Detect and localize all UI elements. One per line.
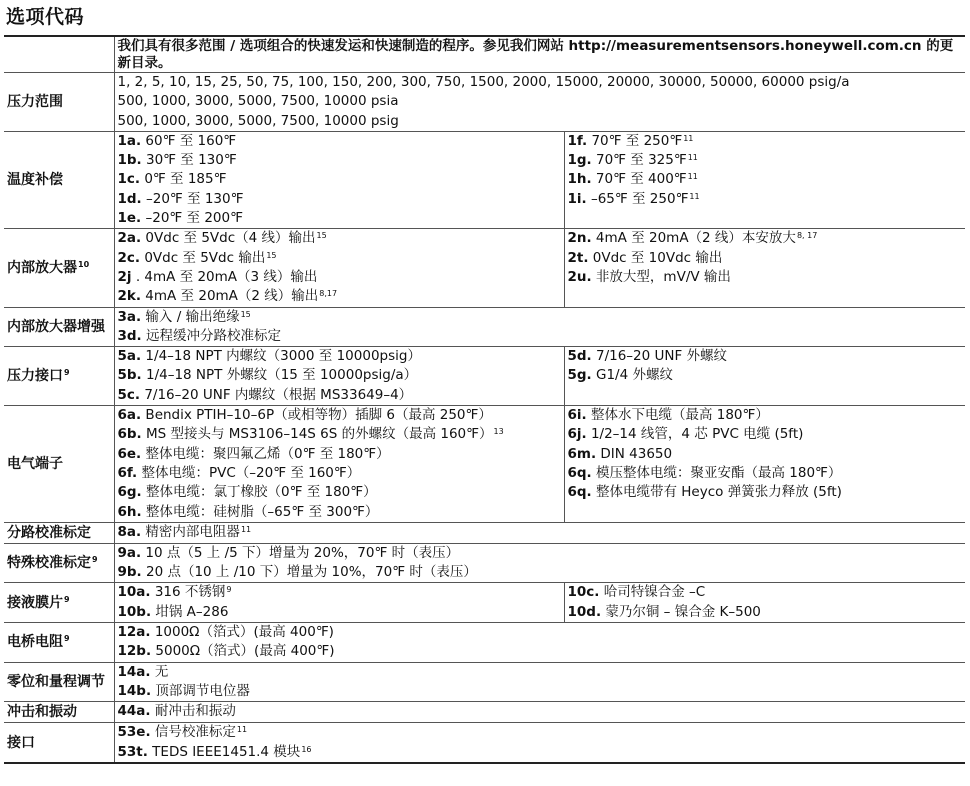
option-item [118, 308, 963, 327]
footnote-ref: 15 [240, 309, 251, 319]
option-code: 6q. [567, 484, 592, 501]
option-item [568, 464, 963, 483]
option-item [568, 347, 963, 366]
option-code: 53t. [117, 743, 148, 760]
option-code: 5a. [117, 348, 142, 365]
option-code: 6m. [567, 445, 597, 462]
option-text: 无 [150, 663, 169, 680]
row-label-text: 压力接口 [7, 368, 63, 385]
option-text: 70℉ 至 325℉ [591, 152, 687, 169]
option-column-1 [114, 522, 965, 543]
option-code: 6a. [117, 407, 142, 424]
option-item [568, 425, 963, 444]
option-column-1 [114, 723, 965, 763]
footnote-ref: 9 [64, 634, 70, 644]
pressure-range-row [4, 73, 965, 132]
option-item [118, 623, 963, 642]
footnote-ref: 11 [236, 725, 248, 735]
option-item [118, 170, 561, 189]
option-item [118, 190, 561, 209]
option-item [568, 132, 963, 151]
option-item [118, 425, 561, 444]
option-item [118, 702, 963, 721]
option-code: 1c. [117, 171, 141, 188]
amplifier-row [4, 229, 965, 307]
option-text: 20 点（10 上 /10 下）增量为 10%，70℉ 时（表压） [141, 564, 477, 581]
footnote-ref: 13 [493, 427, 504, 437]
option-code: 1a. [117, 132, 142, 149]
option-item [118, 642, 963, 661]
pressure-range-line: 500, 1000, 3000, 5000, 7500, 10000 psia [117, 93, 399, 110]
footnote-ref: 8,17 [319, 289, 338, 299]
option-item [568, 249, 963, 268]
option-text: 哈司特镍合金 –C [599, 584, 706, 601]
option-item [118, 347, 561, 366]
option-text: 30℉ 至 130℉ [141, 152, 237, 169]
temp-comp-row [4, 131, 965, 228]
option-column-1 [114, 543, 965, 583]
option-text: 0℉ 至 185℉ [140, 171, 227, 188]
option-item [568, 190, 963, 209]
option-item [118, 366, 561, 385]
option-text: 1/4–18 NPT 内螺纹（3000 至 10000psig） [141, 348, 421, 365]
option-item [118, 132, 561, 151]
option-item [118, 268, 561, 287]
option-text: 顶部调节电位器 [151, 682, 250, 699]
zero-span-row [4, 662, 965, 702]
option-item [118, 723, 963, 742]
row-label: 温度补偿 [4, 131, 114, 228]
row-label: 电气端子 [4, 406, 114, 523]
row-label-text: 特殊校准标定 [7, 555, 91, 572]
row-label: 冲击和振动 [4, 702, 114, 723]
option-item [568, 445, 963, 464]
row-label [4, 347, 114, 406]
option-code: 5c. [117, 386, 141, 403]
footnote-ref: 11 [687, 153, 698, 163]
option-text: 1/4–18 NPT 外螺纹（15 至 10000psig/a） [141, 367, 418, 384]
option-item [118, 464, 561, 483]
option-code: 9b. [117, 564, 142, 581]
option-text: 整体水下电缆（最高 180℉） [586, 407, 769, 424]
option-code: 14b. [117, 682, 152, 699]
option-code: 3d. [117, 327, 142, 344]
option-text: 10 点（5 上 /5 下）增量为 20%，70℉ 时（表压） [141, 544, 460, 561]
option-text: 0Vdc 至 5Vdc 输出 [140, 249, 266, 266]
option-item [118, 229, 561, 248]
pressure-range-line: 1, 2, 5, 10, 15, 25, 50, 75, 100, 150, 200, 300, 750, 1500, 2000, 15000, 20000, 30000, 50000, 60000 psig/a [117, 74, 850, 90]
option-code: 2n. [567, 230, 592, 247]
option-column-1 [114, 583, 564, 623]
option-text: 整体电缆带有 Heyco 弹簧张力释放 (5ft) [591, 484, 842, 501]
option-text: 4mA 至 20mA（2 线）输出 [141, 288, 319, 305]
option-code: 1g. [567, 152, 592, 169]
option-code: 10b. [117, 603, 152, 620]
option-column-1 [114, 662, 965, 702]
option-code: 8a. [117, 523, 142, 540]
option-item [568, 170, 963, 189]
option-text: 远程缓冲分路校准标定 [141, 327, 281, 344]
option-item [118, 583, 561, 602]
option-code: 1d. [117, 190, 142, 207]
footnote-ref: 11 [683, 133, 694, 143]
footnote-ref: 8, 17 [796, 231, 818, 241]
option-code: 6f. [117, 464, 138, 481]
option-text: 信号校准标定 [150, 724, 236, 741]
option-code: 12a. [117, 624, 151, 641]
page-title: 选项代码 [6, 6, 85, 28]
option-item [568, 151, 963, 170]
option-item [118, 287, 561, 306]
option-item [118, 743, 963, 762]
option-item [568, 603, 963, 622]
option-code: 12b. [117, 643, 152, 660]
option-column-1 [114, 229, 564, 307]
option-text: 非放大型，mV/V 输出 [591, 268, 731, 285]
option-code: 6g. [117, 484, 142, 501]
option-text: 蒙乃尔铜 – 镍合金 K–500 [601, 603, 761, 620]
option-code: 1h. [567, 171, 592, 188]
option-item [118, 483, 561, 502]
option-text: 7/16–20 UNF 内螺纹（根据 MS33649–4） [140, 386, 413, 403]
option-item [568, 406, 963, 425]
option-text: 60℉ 至 160℉ [141, 132, 237, 149]
option-item [118, 445, 561, 464]
option-item [118, 249, 561, 268]
row-label [4, 623, 114, 663]
footnote-ref: 11 [687, 172, 698, 182]
bridge-row [4, 623, 965, 663]
option-text: 耐冲击和振动 [150, 703, 236, 720]
option-text: 1/2–14 线管，4 芯 PVC 电缆 (5ft) [586, 426, 804, 443]
footnote-ref: 16 [301, 744, 312, 754]
option-text: 坩锅 A–286 [151, 603, 229, 620]
option-text: 1000Ω（箔式）(最高 400℉) [150, 624, 334, 641]
option-text: DIN 43650 [596, 445, 673, 462]
option-column-1 [114, 406, 564, 523]
footnote-ref: 9 [226, 585, 232, 595]
option-code: 6q. [567, 464, 592, 481]
option-text: 316 不锈钢 [150, 584, 226, 601]
option-text: 整体电缆：聚四氟乙烯（0℉ 至 180℉） [141, 445, 390, 462]
option-code: 14a. [117, 663, 151, 680]
pressure-range-line: 500, 1000, 3000, 5000, 7500, 10000 psig [117, 112, 399, 129]
option-code: 6b. [117, 426, 142, 443]
option-code: 1e. [117, 210, 142, 227]
pressure-port-row [4, 347, 965, 406]
option-text: . 4mA 至 20mA（3 线）输出 [131, 268, 318, 285]
option-text: 精密内部电阻器 [141, 523, 240, 540]
option-column-1 [114, 623, 965, 663]
option-item [118, 209, 561, 228]
option-code: 1f. [567, 132, 588, 149]
row-label: 分路校准标定 [4, 522, 114, 543]
option-item [118, 663, 963, 682]
option-codes-table [4, 35, 965, 764]
option-code: 6e. [117, 445, 142, 462]
option-code: 5g. [567, 367, 592, 384]
footnote-ref: 11 [240, 524, 252, 534]
option-code: 44a. [117, 703, 151, 720]
option-text: 70℉ 至 400℉ [591, 171, 687, 188]
footnote-ref: 15 [316, 231, 327, 241]
electrical-row [4, 406, 965, 523]
option-item [568, 483, 963, 502]
option-column-1 [114, 307, 965, 347]
option-code: 1i. [567, 190, 587, 207]
option-text: 70℉ 至 250℉ [587, 132, 683, 149]
option-text: 整体电缆：硅树脂（–65℉ 至 300℉） [141, 503, 379, 520]
option-code: 9a. [117, 544, 142, 561]
amp-enhance-row [4, 307, 965, 347]
option-text: 0Vdc 至 10Vdc 输出 [588, 249, 723, 266]
option-code: 6j. [567, 426, 587, 443]
option-item [568, 583, 963, 602]
special-cal-row [4, 543, 965, 583]
row-label-text: 接液膜片 [7, 594, 63, 611]
option-column-1 [114, 131, 564, 228]
footnote-ref: 9 [64, 368, 70, 378]
option-text: TEDS IEEE1451.4 模块 [147, 743, 301, 760]
row-label: 压力范围 [4, 73, 114, 132]
option-item [118, 503, 561, 522]
footnote-ref: 9 [92, 555, 98, 565]
option-column-2 [564, 347, 965, 406]
option-text: 4mA 至 20mA（2 线）本安放大 [591, 230, 796, 247]
footnote-ref: 15 [266, 250, 277, 260]
row-label-text: 内部放大器 [7, 259, 77, 276]
footnote-ref: 9 [64, 594, 70, 604]
option-column-2 [564, 131, 965, 228]
option-column-2 [564, 229, 965, 307]
option-item [118, 523, 963, 542]
option-text: Bendix PTIH–10–6P（或相等物）插脚 6（最高 250℉） [141, 407, 492, 424]
row-label-text: 电桥电阻 [7, 634, 63, 651]
option-code: 10c. [567, 584, 600, 601]
option-item [568, 366, 963, 385]
option-column-2 [564, 406, 965, 523]
row-label: 接口 [4, 723, 114, 763]
row-label: 零位和量程调节 [4, 662, 114, 702]
row-label [4, 543, 114, 583]
option-text: –20℉ 至 130℉ [141, 190, 244, 207]
option-code: 1b. [117, 152, 142, 169]
option-text: 5000Ω（箔式）(最高 400℉) [151, 643, 335, 660]
option-item [118, 151, 561, 170]
option-code: 2c. [117, 249, 141, 266]
option-code: 2a. [117, 230, 142, 247]
option-item [568, 268, 963, 287]
option-code: 2j [117, 268, 132, 285]
option-column-2 [564, 583, 965, 623]
option-text: 模压整体电缆：聚亚安酯（最高 180℉） [591, 464, 842, 481]
intro-text: 我们具有很多范围 / 选项组合的快速发运和快速制造的程序。参见我们网站 http://measurementsensors.honeywell.com.cn 的更新目录。 [114, 36, 965, 73]
shunt-cal-row [4, 522, 965, 543]
option-code: 6i. [567, 407, 587, 424]
option-code: 2u. [567, 268, 592, 285]
option-item [118, 603, 561, 622]
option-code: 2t. [567, 249, 589, 266]
option-code: 6h. [117, 503, 142, 520]
option-code: 3a. [117, 308, 142, 325]
option-text: –20℉ 至 200℉ [141, 210, 243, 227]
row-label [4, 583, 114, 623]
option-item [118, 386, 561, 405]
option-column-1 [114, 347, 564, 406]
option-text: –65℉ 至 250℉ [586, 190, 689, 207]
option-code: 5d. [567, 348, 592, 365]
intro-label-cell [4, 36, 114, 73]
option-column-1 [114, 702, 965, 723]
footnote-ref: 11 [689, 191, 700, 201]
option-item [118, 682, 963, 701]
row-label [4, 229, 114, 307]
option-text: 7/16–20 UNF 外螺纹 [591, 348, 728, 365]
option-item [118, 544, 963, 563]
shock-row [4, 702, 965, 723]
option-code: 5b. [117, 367, 142, 384]
option-text: MS 型接头与 MS3106–14S 6S 的外螺纹（最高 160℉） [141, 426, 493, 443]
option-code: 10d. [567, 603, 602, 620]
option-code: 10a. [117, 584, 151, 601]
option-text: 输入 / 输出绝缘 [141, 308, 240, 325]
option-code: 53e. [117, 724, 151, 741]
option-text: G1/4 外螺纹 [591, 367, 673, 384]
option-item [118, 563, 963, 582]
option-text: 整体电缆：PVC（–20℉ 至 160℉） [137, 464, 361, 481]
option-code: 2k. [117, 288, 141, 305]
diaphragm-row [4, 583, 965, 623]
row-label: 内部放大器增强 [4, 307, 114, 347]
intro-row [4, 36, 965, 73]
option-item [118, 406, 561, 425]
option-item [568, 229, 963, 248]
interface-row [4, 723, 965, 763]
pressure-range-values [114, 73, 965, 132]
option-text: 0Vdc 至 5Vdc（4 线）输出 [141, 230, 316, 247]
option-item [118, 327, 963, 346]
option-text: 整体电缆：氯丁橡胶（0℉ 至 180℉） [141, 484, 377, 501]
footnote-ref: 10 [78, 259, 90, 269]
